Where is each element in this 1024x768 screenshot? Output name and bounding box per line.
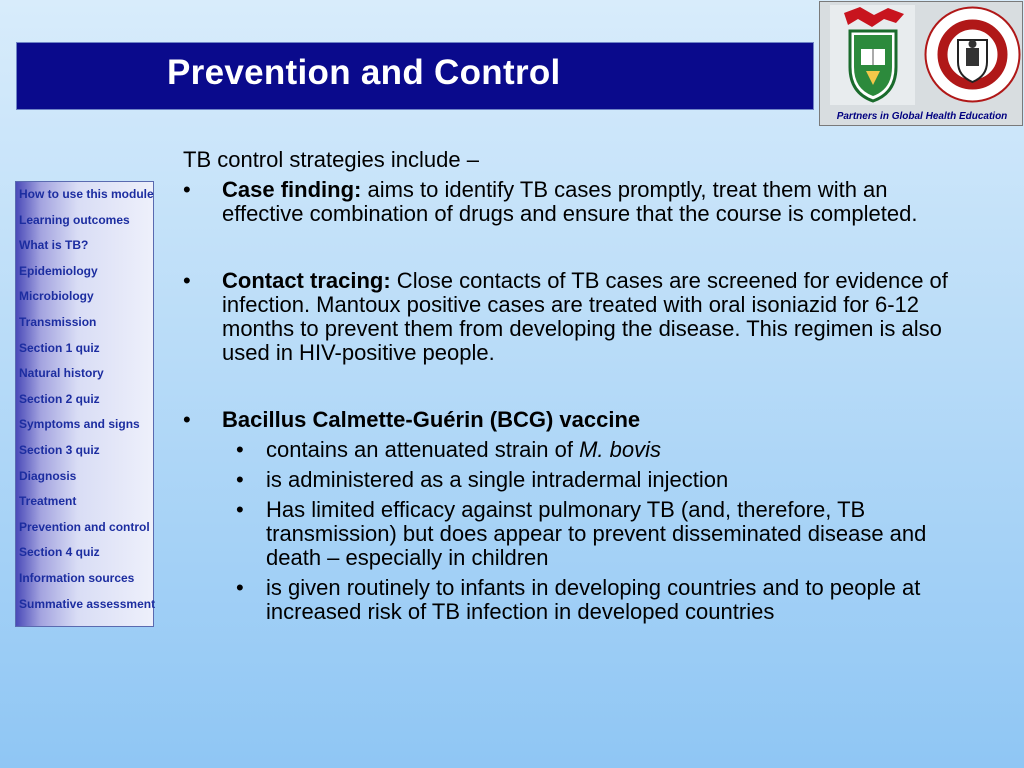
case-finding-text: aims to identify TB cases promptly, treat them with an effective combination of drugs and ensure that the course is completed. bbox=[222, 177, 918, 226]
nav-item-what-is-tb[interactable]: What is TB? bbox=[19, 238, 89, 252]
bcg-sub2-text: is administered as a single intradermal injection bbox=[266, 467, 729, 492]
nav-item-epidemiology[interactable]: Epidemiology bbox=[19, 264, 98, 278]
nav-item-summative-assessment[interactable]: Summative assessment bbox=[19, 597, 156, 611]
bullet-icon: • bbox=[236, 467, 244, 492]
nav-item-microbiology[interactable]: Microbiology bbox=[19, 289, 94, 303]
module-nav bbox=[15, 181, 154, 627]
bcg-sub3-text: Has limited efficacy against pulmonary TB (and, therefore, TB transmission) but does appear to prevent disseminated disease and death – especially in children bbox=[266, 497, 927, 570]
bcg-label: Bacillus Calmette-Guérin (BCG) vaccine bbox=[222, 407, 641, 432]
nav-item-section-3-quiz[interactable]: Section 3 quiz bbox=[19, 443, 100, 457]
intro-text: TB control strategies include – bbox=[183, 147, 479, 172]
contact-tracing-label: Contact tracing: bbox=[222, 268, 391, 293]
page-title: Prevention and Control bbox=[167, 53, 561, 92]
university-seal-icon bbox=[924, 6, 1021, 103]
bullet-icon: • bbox=[236, 437, 244, 462]
bcg-sub-item bbox=[183, 498, 963, 570]
nav-item-prevention-and-control[interactable]: Prevention and control bbox=[19, 520, 150, 534]
case-finding-label: Case finding: bbox=[222, 177, 362, 202]
nav-item-symptoms-and-signs[interactable]: Symptoms and signs bbox=[19, 417, 140, 431]
bcg-sub-item bbox=[183, 438, 963, 462]
bullet-case-finding bbox=[183, 178, 963, 226]
partner-logos bbox=[819, 1, 1023, 126]
bullet-icon: • bbox=[183, 268, 191, 293]
title-bar bbox=[16, 42, 814, 110]
bullet-icon: • bbox=[183, 177, 191, 202]
partners-caption: Partners in Global Health Education bbox=[836, 111, 1008, 122]
nav-item-section-1-quiz[interactable]: Section 1 quiz bbox=[19, 341, 100, 355]
bcg-sub-item bbox=[183, 468, 963, 492]
dragon-crest-icon bbox=[830, 5, 915, 105]
bullet-icon: • bbox=[183, 407, 191, 432]
bullet-icon: • bbox=[236, 575, 244, 600]
bullet-bcg-vaccine bbox=[183, 408, 963, 432]
nav-item-information-sources[interactable]: Information sources bbox=[19, 571, 135, 585]
nav-item-natural-history[interactable]: Natural history bbox=[19, 366, 104, 380]
bcg-sub1-text: contains an attenuated strain of bbox=[266, 437, 580, 462]
nav-item-learning-outcomes[interactable]: Learning outcomes bbox=[19, 213, 130, 227]
nav-item-how-to-use[interactable]: How to use this module bbox=[19, 187, 154, 201]
bullet-icon: • bbox=[236, 497, 244, 522]
bcg-sub-item bbox=[183, 576, 963, 624]
nav-item-section-2-quiz[interactable]: Section 2 quiz bbox=[19, 392, 100, 406]
bcg-sub1-italic: M. bovis bbox=[579, 437, 662, 462]
nav-item-diagnosis[interactable]: Diagnosis bbox=[19, 469, 77, 483]
nav-item-treatment[interactable]: Treatment bbox=[19, 494, 77, 508]
bullet-contact-tracing bbox=[183, 269, 963, 365]
contact-tracing-text: Close contacts of TB cases are screened for evidence of infection. Mantoux positive cases are treated with oral isoniazid for 6-12 months to prevent them from developing the disease. This regimen is also used in HIV-positive people. bbox=[222, 268, 948, 365]
main-content bbox=[183, 148, 963, 624]
bcg-sub4-text: is given routinely to infants in developing countries and to people at increased risk of TB infection in developed countries bbox=[266, 575, 921, 624]
nav-item-section-4-quiz[interactable]: Section 4 quiz bbox=[19, 545, 100, 559]
nav-item-transmission[interactable]: Transmission bbox=[19, 315, 97, 329]
